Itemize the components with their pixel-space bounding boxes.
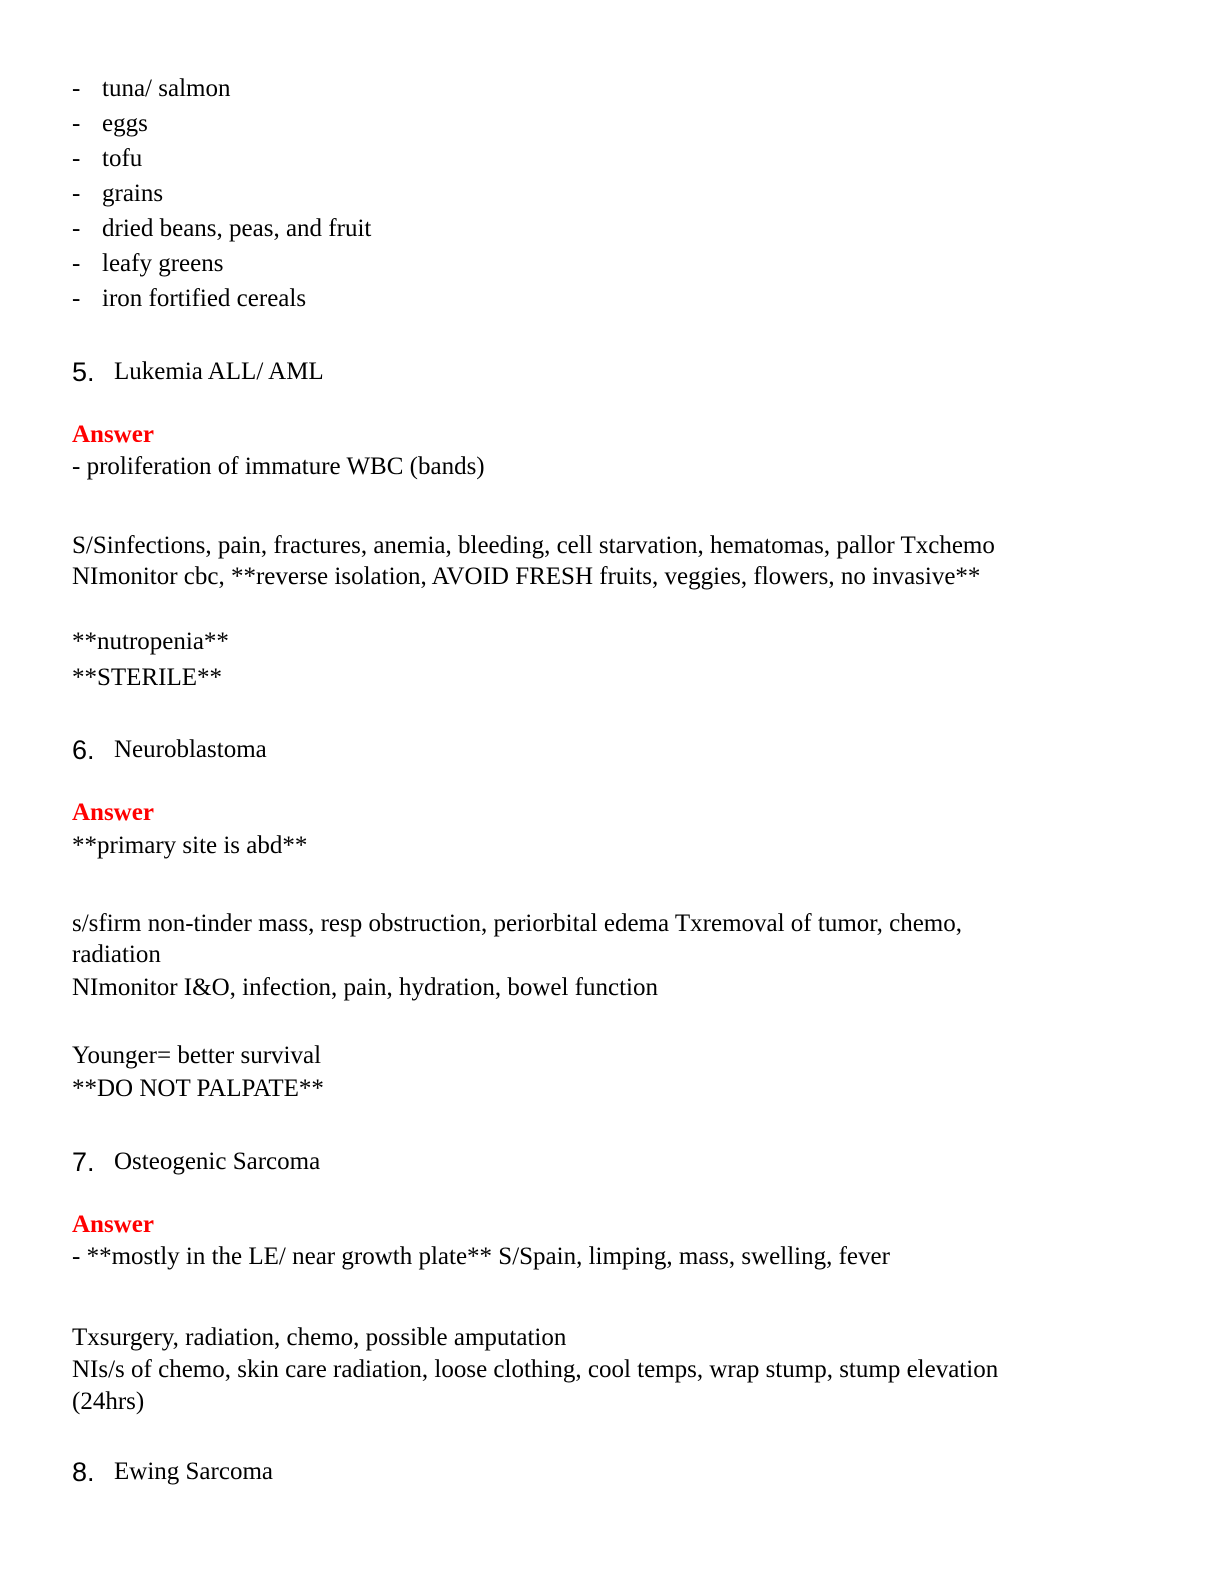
answer-line: **DO NOT PALPATE** [72, 1075, 324, 1102]
answer-line: NImonitor cbc, **reverse isolation, AVOID FRESH fruits, veggies, flowers, no invasive** [72, 563, 981, 590]
answer-line: S/Sinfections, pain, fractures, anemia, bleeding, cell starvation, hematomas, pallor Txchemo [72, 532, 995, 559]
answer-line: (24hrs) [72, 1388, 145, 1415]
question-title: Lukemia ALL/ AML [114, 358, 324, 385]
list-dash: - [72, 75, 81, 102]
answer-label: Answer [72, 421, 154, 448]
question-number: 8. [72, 1457, 95, 1487]
list-item: tuna/ salmon [102, 75, 231, 102]
list-item: tofu [102, 145, 143, 172]
question-number: 6. [72, 735, 95, 765]
answer-line: radiation [72, 941, 161, 968]
list-dash: - [72, 145, 81, 172]
question-title: Ewing Sarcoma [114, 1458, 273, 1485]
list-dash: - [72, 285, 81, 312]
answer-line: **nutropenia** [72, 628, 229, 655]
list-item: leafy greens [102, 250, 224, 277]
list-item: dried beans, peas, and fruit [102, 215, 372, 242]
answer-line: s/sfirm non-tinder mass, resp obstruction, periorbital edema Txremoval of tumor, chemo, [72, 910, 962, 937]
list-dash: - [72, 250, 81, 277]
answer-line: - proliferation of immature WBC (bands) [72, 453, 485, 480]
answer-line: **primary site is abd** [72, 832, 308, 859]
list-dash: - [72, 110, 81, 137]
answer-line: NIs/s of chemo, skin care radiation, loose clothing, cool temps, wrap stump, stump elevation [72, 1356, 999, 1383]
list-item: eggs [102, 110, 148, 137]
list-dash: - [72, 215, 81, 242]
question-title: Osteogenic Sarcoma [114, 1148, 321, 1175]
answer-label: Answer [72, 799, 154, 826]
answer-line: Younger= better survival [72, 1042, 322, 1069]
question-number: 5. [72, 357, 95, 387]
answer-line: Txsurgery, radiation, chemo, possible amputation [72, 1324, 567, 1351]
list-dash: - [72, 180, 81, 207]
answer-line: **STERILE** [72, 664, 222, 691]
list-item: grains [102, 180, 164, 207]
answer-line: - **mostly in the LE/ near growth plate** S/Spain, limping, mass, swelling, fever [72, 1243, 890, 1270]
question-title: Neuroblastoma [114, 736, 267, 763]
answer-label: Answer [72, 1211, 154, 1238]
question-number: 7. [72, 1147, 95, 1177]
answer-line: NImonitor I&O, infection, pain, hydration, bowel function [72, 974, 658, 1001]
list-item: iron fortified cereals [102, 285, 307, 312]
